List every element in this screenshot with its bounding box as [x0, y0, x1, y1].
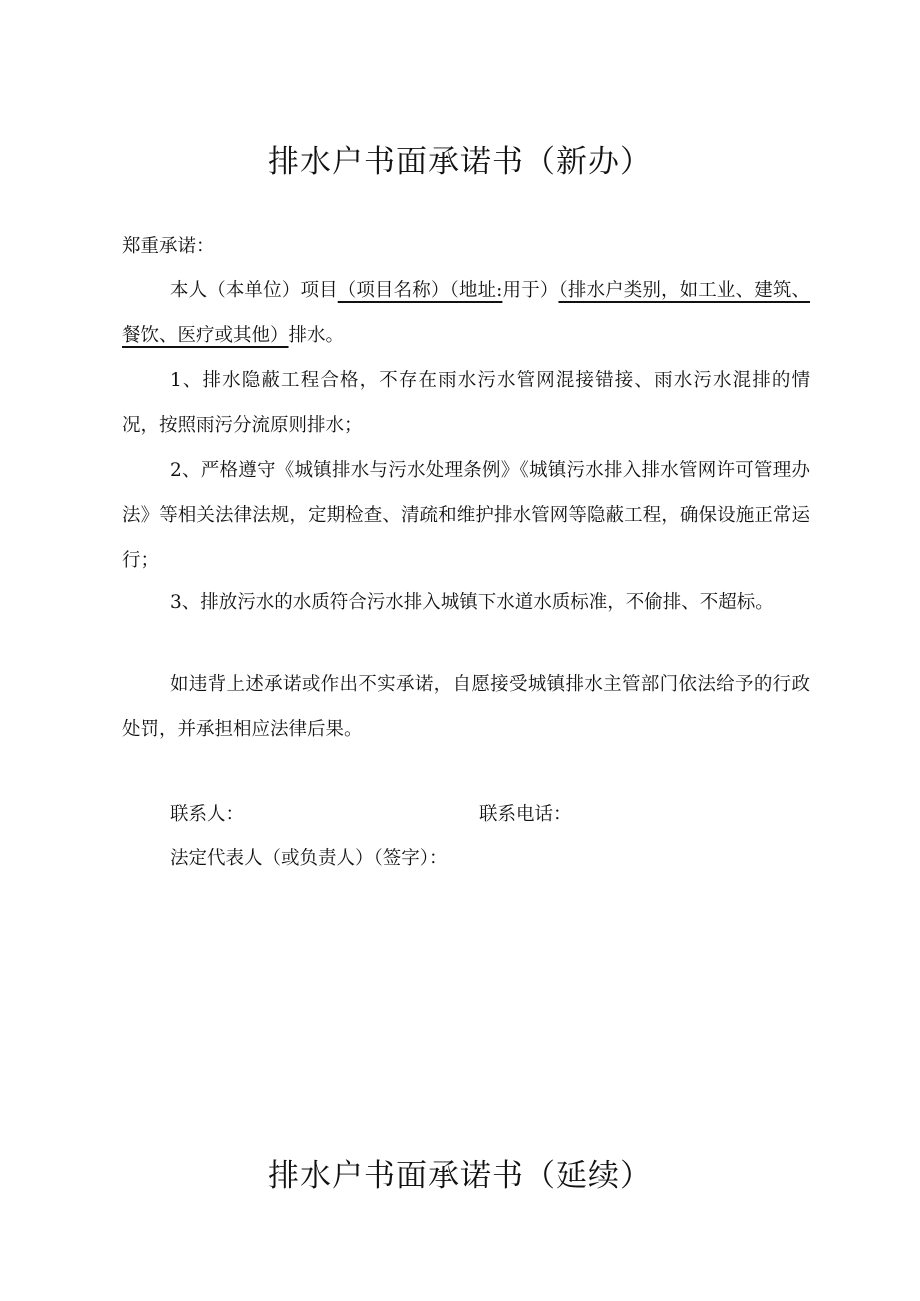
project-name-blank: （项目名称）（地址: — [337, 280, 503, 301]
commitment-item-1: 1、排水隐蔽工程合格，不存在雨水污水管网混接错接、雨水污水混排的情况，按照雨污分流原则排水； — [122, 370, 810, 436]
commitment-item-3: 3、排放污水的水质符合污水排入城镇下水道水质标准，不偷排、不超标。 — [170, 592, 774, 613]
intro-suffix: 排水。 — [288, 325, 345, 346]
commitment-item-2: 2、严格遵守《城镇排水与污水处理条例》《城镇污水排入排水管网许可管理办法》等相关法律法规，定期检查、清疏和维护排水管网等隐蔽工程，确保设施正常运行； — [122, 460, 810, 571]
intro-mid: 用于） — [502, 280, 559, 301]
legal-representative-signature-label: 法定代表人（或负责人）（签字）： — [170, 848, 448, 869]
document-title: 排水户书面承诺书（新办） — [268, 144, 652, 180]
intro-prefix: 本人（本单位）项目 — [170, 280, 338, 301]
drainage-category-blank: （排水户类别，如工业、建筑、餐饮、医疗或其他） — [122, 280, 810, 346]
contact-person-label: 联系人： — [170, 804, 245, 825]
next-document-title: 排水户书面承诺书（延续） — [268, 1158, 652, 1194]
salutation: 郑重承诺： — [122, 236, 215, 257]
closing-paragraph: 如违背上述承诺或作出不实承诺，自愿接受城镇排水主管部门依法给予的行政处罚，并承担相应法律后果。 — [122, 674, 810, 740]
intro-paragraph — [122, 268, 810, 358]
contact-phone-label: 联系电话： — [479, 804, 572, 825]
